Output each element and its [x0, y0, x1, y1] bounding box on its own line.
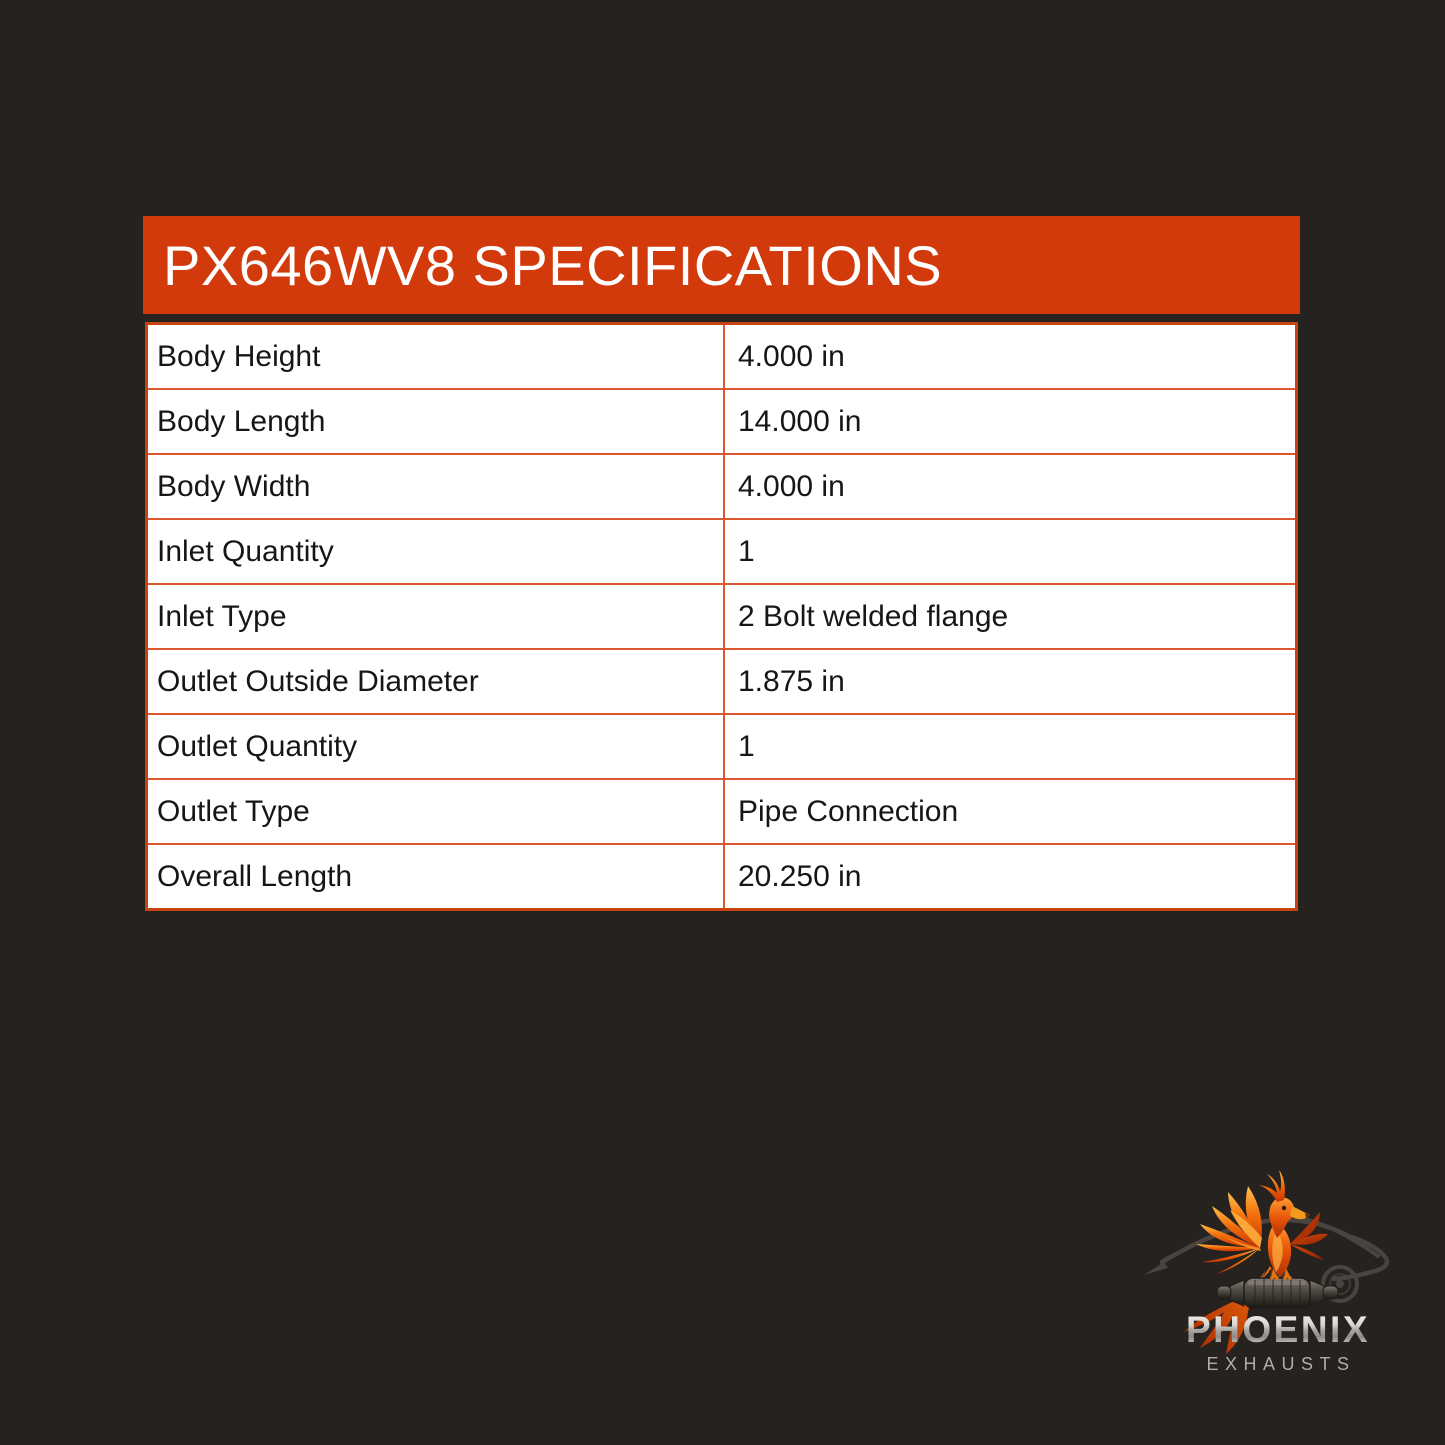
spec-value: 20.250 in — [738, 859, 862, 893]
logo-subtitle-text: EXHAUSTS — [1206, 1354, 1356, 1374]
spec-value: 4.000 in — [738, 469, 845, 503]
table-row — [148, 520, 1295, 585]
spec-table — [145, 322, 1298, 911]
spec-label: Body Length — [148, 390, 725, 453]
table-row — [148, 390, 1295, 455]
table-row — [148, 455, 1295, 520]
muffler-icon — [1217, 1270, 1338, 1308]
spec-value: 1 — [738, 534, 755, 568]
spec-label: Overall Length — [148, 845, 725, 908]
page-title: PX646WV8 SPECIFICATIONS — [163, 233, 943, 297]
spec-label: Inlet Quantity — [148, 520, 725, 583]
table-row — [148, 325, 1295, 390]
spec-value: Pipe Connection — [738, 794, 959, 828]
spec-value: 1 — [738, 729, 755, 763]
spec-label: Inlet Type — [148, 585, 725, 648]
table-row — [148, 715, 1295, 780]
spec-label: Outlet Type — [148, 780, 725, 843]
phoenix-exhausts-logo — [1128, 1158, 1428, 1418]
spec-label: Body Width — [148, 455, 725, 518]
spec-label: Body Height — [148, 325, 725, 388]
spec-label: Outlet Quantity — [148, 715, 725, 778]
table-row — [148, 845, 1295, 908]
spec-value: 1.875 in — [738, 664, 845, 698]
logo-graphic — [1128, 1158, 1428, 1418]
spec-value: 4.000 in — [738, 339, 845, 373]
spec-header-bar — [143, 216, 1300, 314]
table-row — [148, 585, 1295, 650]
spec-label: Outlet Outside Diameter — [148, 650, 725, 713]
spec-value: 2 Bolt welded flange — [738, 599, 1009, 633]
logo-brand-text: PHOENIX — [1185, 1309, 1371, 1350]
phoenix-icon — [1196, 1170, 1310, 1280]
table-row — [148, 780, 1295, 845]
spec-value: 14.000 in — [738, 404, 862, 438]
table-row — [148, 650, 1295, 715]
